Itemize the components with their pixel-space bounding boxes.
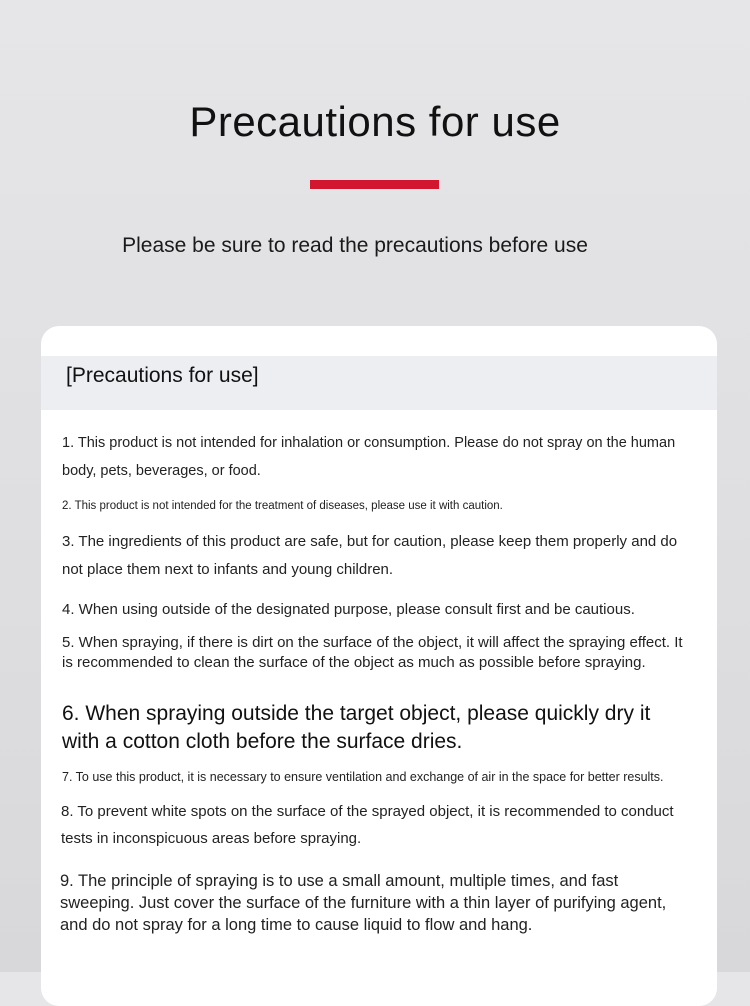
precautions-card (41, 326, 717, 1006)
card-heading: [Precautions for use] (66, 364, 259, 387)
precaution-item-7: 7. To use this product, it is necessary to ensure ventilation and exchange of air in the space for better results. (62, 770, 664, 784)
precaution-item-2: 2. This product is not intended for the treatment of diseases, please use it with caution. (62, 500, 503, 512)
precaution-item-6: 6. When spraying outside the target object, please quickly dry it with a cotton cloth before the surface dries. (62, 702, 651, 753)
title-accent-bar (310, 180, 439, 189)
page-subtitle: Please be sure to read the precautions before use (122, 234, 588, 257)
precaution-item-8: 8. To prevent white spots on the surface of the sprayed object, it is recommended to conduct tests in inconspicuous areas before spraying. (61, 803, 674, 847)
precaution-item-4: 4. When using outside of the designated purpose, please consult first and be cautious. (62, 601, 635, 618)
precaution-item-1: 1. This product is not intended for inhalation or consumption. Please do not spray on the human body, pets, beverages, or food. (62, 435, 676, 479)
page-title: Precautions for use (189, 98, 561, 145)
precaution-item-3: 3. The ingredients of this product are safe, but for caution, please keep them properly and do not place them next to infants and young children. (62, 533, 678, 578)
precaution-item-9: 9. The principle of spraying is to use a small amount, multiple times, and fast sweeping. Just cover the surface of the furniture with a thin layer of purifying agent, and do not spray for a long time to cause liquid to flow and hang. (60, 872, 667, 934)
precaution-item-5: 5. When spraying, if there is dirt on the surface of the object, it will affect the spraying effect. It is recommended to clean the surface of the object as much as possible before spraying. (62, 634, 683, 671)
